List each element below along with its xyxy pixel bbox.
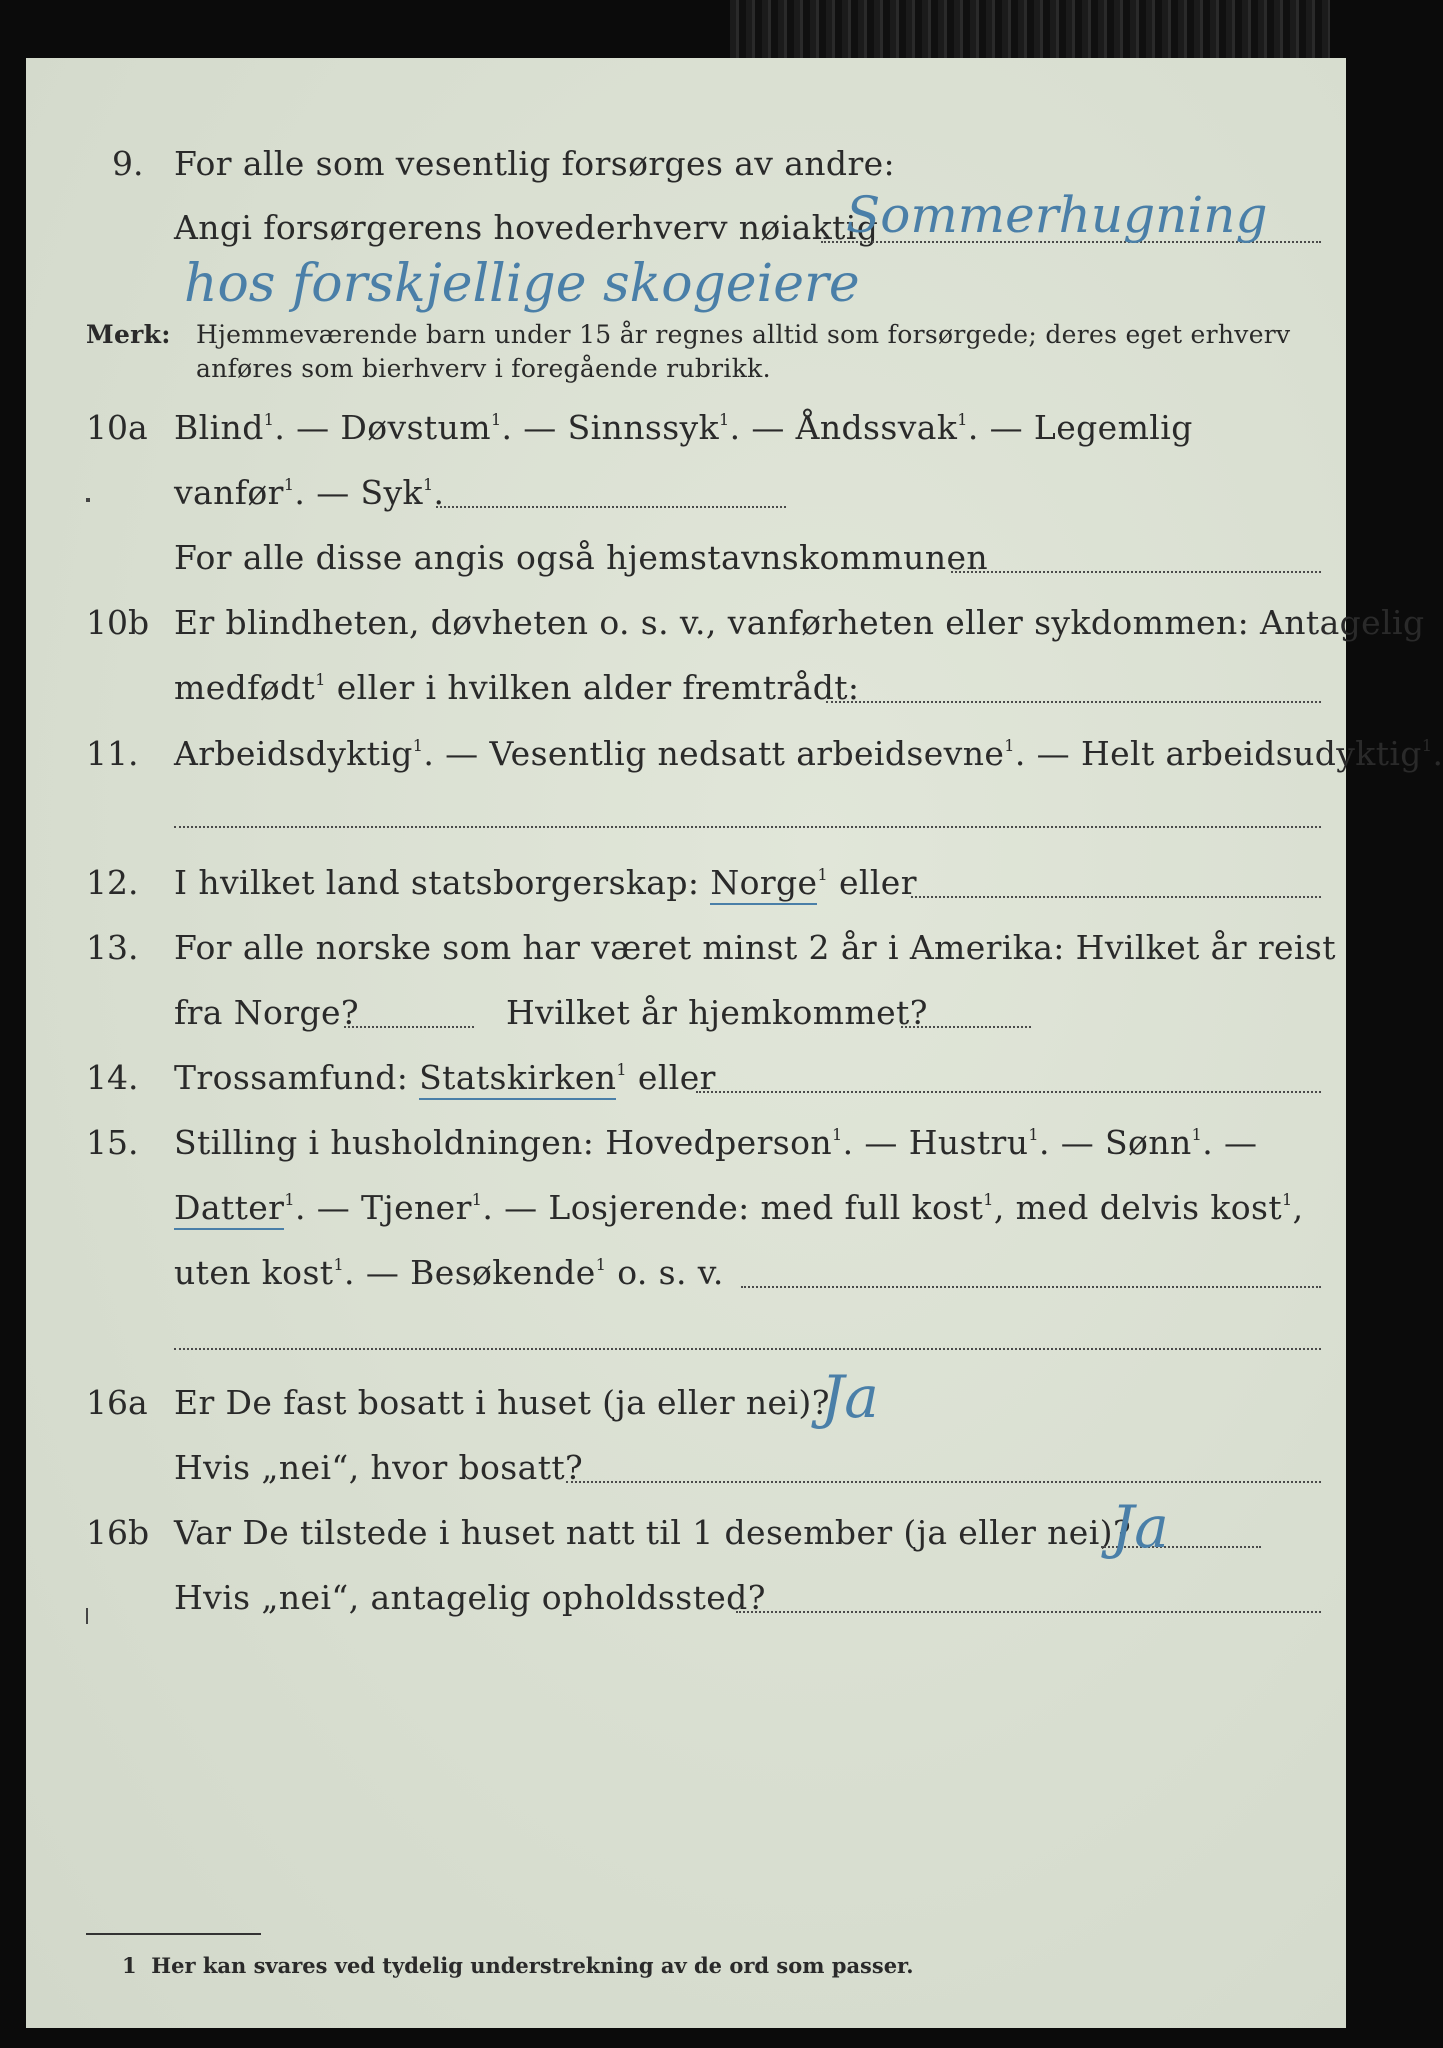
- q15-dotted-line-1: [741, 1286, 1321, 1288]
- q13-line2b: Hvilket år hjemkommet?: [506, 993, 928, 1032]
- q15-line3: uten kost$^1$. — Besøkende$^1$ o. s. v.: [174, 1253, 724, 1292]
- q10a-line3: For alle disse angis også hjemstavnskommunen: [174, 538, 989, 577]
- q16b-handwritten-answer: Ja: [1111, 1493, 1169, 1561]
- q11-number: 11.: [86, 734, 139, 773]
- q10a-number: 10a: [86, 408, 148, 447]
- q14-statskirken-underlined: Statskirken: [419, 1058, 616, 1100]
- q12-norge-underlined: Norge: [710, 863, 817, 905]
- stray-mark: [86, 498, 90, 502]
- q13-line2a: fra Norge?: [174, 993, 360, 1032]
- q16a-number: 16a: [86, 1383, 148, 1422]
- q13-hjemkommet-dotted-line: [901, 1026, 1031, 1028]
- q13-reist-dotted-line: [344, 1026, 474, 1028]
- q11-dotted-line: [174, 826, 1321, 828]
- merk-line1: Hjemmeværende barn under 15 år regnes alltid som forsørgede; deres eget erhverv: [196, 320, 1291, 349]
- q16b-line2: Hvis „nei“, antagelig opholdssted?: [174, 1578, 766, 1617]
- q13-number: 13.: [86, 928, 139, 967]
- q16a-line2: Hvis „nei“, hvor bosatt?: [174, 1448, 584, 1487]
- census-form-page: [26, 58, 1443, 2028]
- q10b-number: 10b: [86, 603, 150, 642]
- footnote-rule: [86, 1933, 261, 1935]
- q10b-line2: medfødt$^1$ eller i hvilken alder fremtrådt:: [174, 668, 860, 707]
- q11-line1: Arbeidsdyktig$^1$. — Vesentlig nedsatt arbeidsevne$^1$. — Helt arbeidsudyktig$^1$.: [174, 734, 1443, 773]
- q9-line1: For alle som vesentlig forsørges av andre:: [174, 144, 896, 183]
- q14-number: 14.: [86, 1058, 139, 1097]
- q16a-handwritten-answer: Ja: [821, 1363, 879, 1431]
- q9-handwritten-answer-1: Sommerhugning: [846, 186, 1268, 244]
- q10a-hjemstavn-dotted-line: [951, 571, 1321, 573]
- q12-line: I hvilket land statsborgerskap: Norge$^1$ eller: [174, 863, 917, 902]
- q13-line1: For alle norske som har været minst 2 år i Amerika: Hvilket år reist: [174, 928, 1336, 967]
- q10b-dotted-line: [826, 701, 1321, 703]
- q16b-dotted-line-2: [736, 1611, 1321, 1613]
- q9-number: 9.: [112, 144, 144, 183]
- q9-handwritten-answer-2: hos forskjellige skogeiere: [184, 254, 860, 314]
- merk-line2: anføres som bierhverv i foregående rubrikk.: [196, 354, 771, 383]
- q15-number: 15.: [86, 1123, 139, 1162]
- film-strip-edge: [730, 0, 1330, 58]
- footnote: 1 Her kan svares ved tydelig understrekning av de ord som passer.: [122, 1953, 914, 1978]
- q10a-line2: vanfør$^1$. — Syk$^1$.: [174, 473, 445, 512]
- q16b-number: 16b: [86, 1513, 150, 1552]
- q10a-line1: Blind$^1$. — Døvstum$^1$. — Sinnssyk$^1$. — Åndssvak$^1$. — Legemlig: [174, 408, 1193, 447]
- q15-line1: Stilling i husholdningen: Hovedperson$^1$. — Hustru$^1$. — Sønn$^1$. —: [174, 1123, 1258, 1162]
- q9-line2: Angi forsørgerens hovederhverv nøiaktig: [174, 208, 879, 247]
- q12-dotted-line: [911, 896, 1321, 898]
- q10a-syk-dotted-line: [436, 506, 786, 508]
- merk-label: Merk:: [86, 320, 171, 349]
- q16b-line1: Var De tilstede i huset natt til 1 desember (ja eller nei)?: [174, 1513, 1132, 1552]
- stray-mark: [86, 1608, 88, 1624]
- q14-line: Trossamfund: Statskirken$^1$ eller: [174, 1058, 716, 1097]
- q16a-dotted-line: [566, 1481, 1321, 1483]
- q10b-line1: Er blindheten, døvheten o. s. v., vanførheten eller sykdommen: Antagelig: [174, 603, 1425, 642]
- q15-line2: Datter$^1$. — Tjener$^1$. — Losjerende: med full kost$^1$, med delvis kost$^1$,: [174, 1188, 1303, 1227]
- q15-dotted-line-2: [174, 1348, 1321, 1350]
- q15-datter-underlined: Datter: [174, 1188, 284, 1230]
- q14-dotted-line: [696, 1091, 1321, 1093]
- q16a-line1: Er De fast bosatt i huset (ja eller nei)?: [174, 1383, 830, 1422]
- q12-number: 12.: [86, 863, 139, 902]
